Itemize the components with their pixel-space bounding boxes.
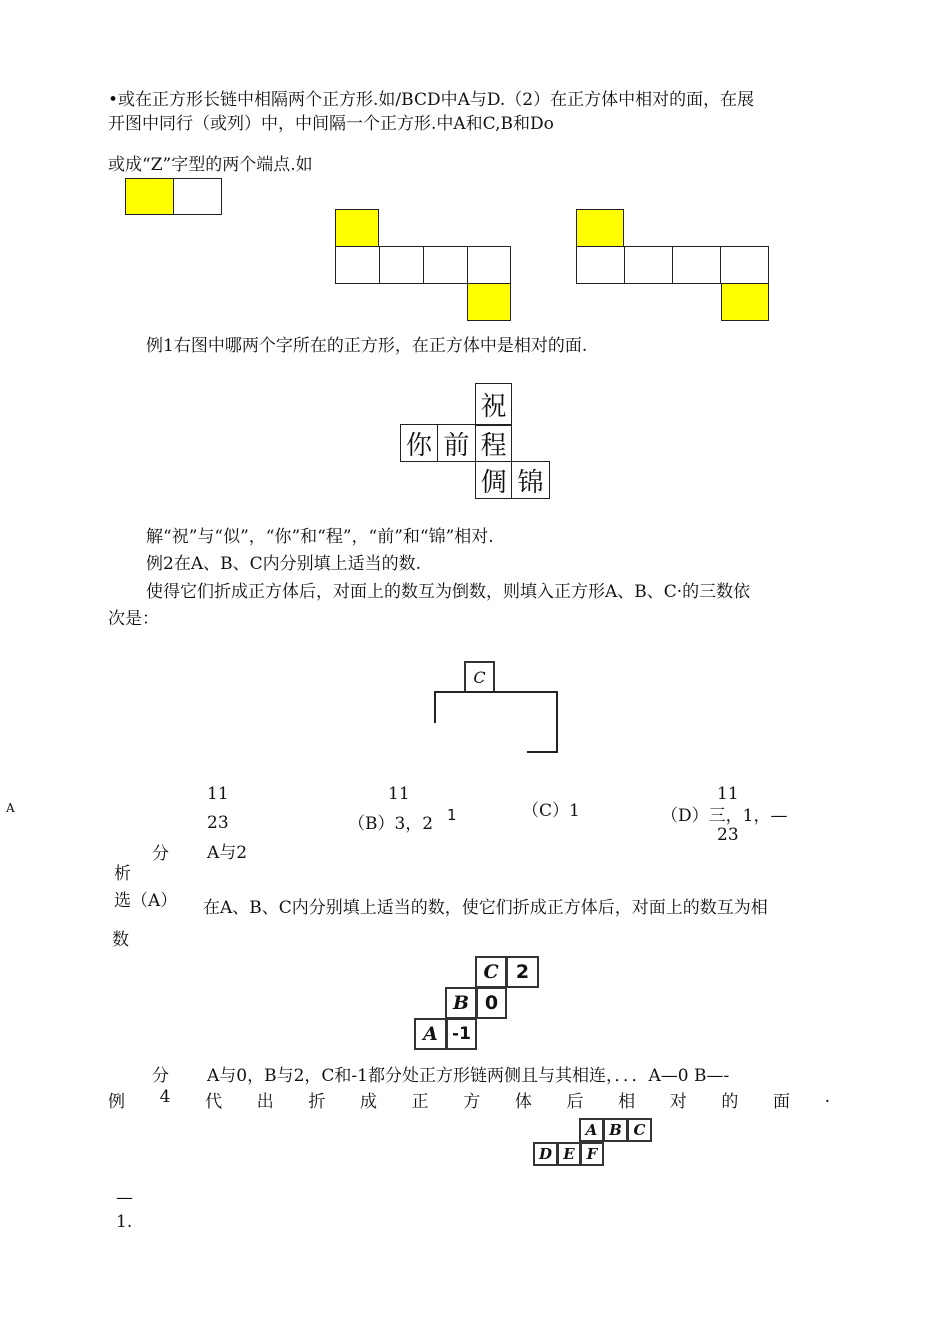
ex4-char: 代 xyxy=(205,1092,223,1112)
square-yellow-top xyxy=(576,209,624,247)
example-2-desc: 使得它们折成正方体后，对面上的数互为倒数，则填入正方形A、B、C·的三数依 xyxy=(146,582,751,602)
square-yellow-bottom xyxy=(721,283,769,321)
cell-zhu: 祝 xyxy=(475,383,512,426)
square xyxy=(423,246,468,284)
cell-0: 0 xyxy=(476,987,507,1019)
choose-a: 选（A） xyxy=(114,891,178,911)
analysis-fen: 分 xyxy=(152,844,169,864)
solution-1: 解“祝”与“似”，“你”和“程”，“前”和“锦”相对. xyxy=(146,527,494,547)
square xyxy=(576,246,625,284)
ex4-char: 的 xyxy=(721,1092,739,1112)
option-b-text: （B）3，2 xyxy=(348,814,434,834)
ex4-char: . xyxy=(824,1087,830,1107)
net-top-line xyxy=(434,691,558,693)
option-d-num2: 23 xyxy=(717,825,739,845)
ex4-char: 面 xyxy=(772,1092,790,1112)
cell-ni: 你 xyxy=(400,424,438,462)
net-right-line xyxy=(556,691,558,753)
option-c-text: （C）1 xyxy=(522,801,580,821)
cell-si: 倜 xyxy=(475,461,512,499)
cell-a: A xyxy=(579,1118,604,1142)
square-yellow xyxy=(125,178,174,215)
square-yellow-top xyxy=(335,209,379,247)
cell-neg1: -1 xyxy=(446,1018,477,1050)
ex4-char: 成 xyxy=(359,1092,377,1112)
cell-b: B xyxy=(603,1118,628,1142)
square xyxy=(335,246,380,284)
cell-cheng: 程 xyxy=(475,424,512,462)
cell-a: A xyxy=(414,1018,447,1050)
example-4-line xyxy=(108,1087,830,1112)
dash: — xyxy=(116,1188,133,1208)
cell-d: D xyxy=(533,1142,558,1166)
text-line-2: 开图中同行（或列）中，中间隔一个正方形.中A和C,B和Do xyxy=(108,114,554,134)
example-1: 例1右图中哪两个字所在的正方形，在正方体中是相对的面. xyxy=(146,336,588,356)
square-white xyxy=(173,178,222,215)
cell-2: 2 xyxy=(506,956,539,988)
ex4-char: 正 xyxy=(411,1092,429,1112)
ex4-char: 体 xyxy=(514,1092,532,1112)
option-a-num2: 23 xyxy=(207,813,229,833)
analysis-xi: 析 xyxy=(114,864,131,884)
analysis-3-text: A与0，B与2，C和-1都分处正方形链两侧且与其相连，．．．A—0 B—- xyxy=(207,1066,730,1086)
square xyxy=(624,246,673,284)
cell-c: C xyxy=(475,956,507,988)
square-yellow-bottom xyxy=(467,283,511,321)
example-2-desc-2: 次是： xyxy=(108,609,159,629)
choose-desc: 在A、B、C内分别填上适当的数，使它们折成正方体后，对面上的数互为相 xyxy=(203,898,768,918)
text-line-3: 或成“Z”字型的两个端点.如 xyxy=(108,155,313,175)
cell-qian: 前 xyxy=(437,424,476,462)
option-a-num1: 11 xyxy=(207,784,229,804)
analysis-3-fen: 分 xyxy=(152,1066,169,1086)
cell-c: C xyxy=(464,661,495,693)
square xyxy=(379,246,424,284)
analysis-a2: A与2 xyxy=(207,843,248,863)
ex4-char: 相 xyxy=(618,1092,636,1112)
net-bottom-line xyxy=(527,751,558,753)
ex4-char: 折 xyxy=(308,1092,326,1112)
shu: 数 xyxy=(112,930,129,950)
option-d-text: （D）三，1，— xyxy=(661,806,788,826)
ex4-char: 后 xyxy=(566,1092,584,1112)
text-line-1: •或在正方形长链中相隔两个正方形.如/BCD中A与D.（2）在正方体中相对的面，在展 xyxy=(108,90,755,110)
example-2: 例2在A、B、C内分别填上适当的数. xyxy=(146,554,421,574)
ex4-char: 出 xyxy=(256,1092,274,1112)
option-d-num1: 11 xyxy=(717,784,739,804)
square xyxy=(720,246,769,284)
ex4-char: 4 xyxy=(159,1087,171,1107)
cell-jin: 锦 xyxy=(511,461,550,499)
option-b-fraction: 1 xyxy=(447,806,457,824)
ex4-char: 对 xyxy=(669,1092,687,1112)
square xyxy=(467,246,511,284)
square xyxy=(672,246,721,284)
cell-c: C xyxy=(627,1118,652,1142)
ex4-char: 例 xyxy=(108,1092,125,1112)
net-left-line xyxy=(434,691,436,723)
cell-b: B xyxy=(445,987,477,1019)
ex4-char: 方 xyxy=(463,1092,481,1112)
item-one: 1. xyxy=(116,1212,133,1232)
cell-e: E xyxy=(557,1142,581,1166)
cell-f: F xyxy=(580,1142,604,1166)
option-b-num1: 11 xyxy=(388,784,410,804)
option-a-mark: A xyxy=(6,801,15,815)
